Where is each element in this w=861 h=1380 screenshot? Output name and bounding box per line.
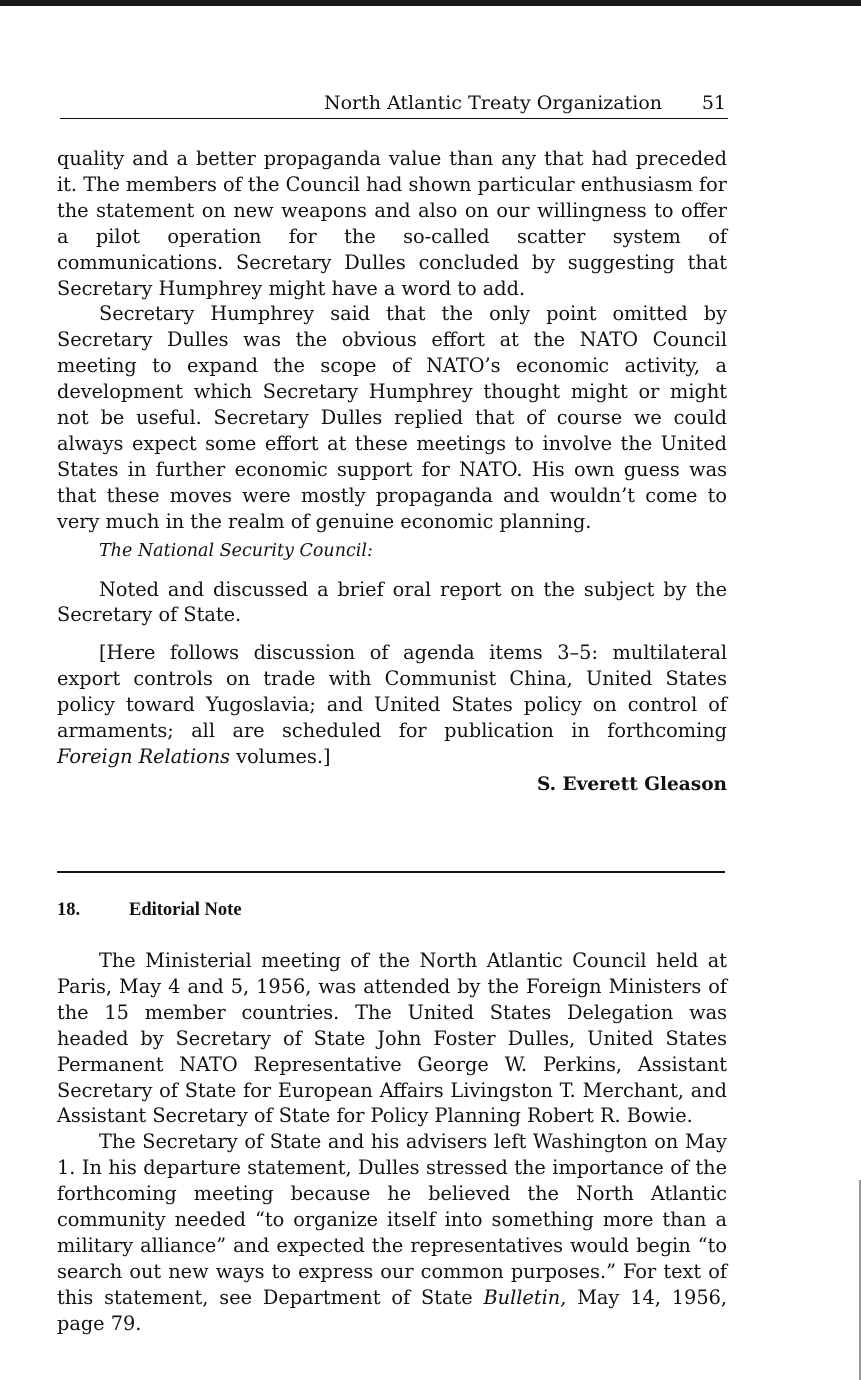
bracket-note-italic: Foreign Relations [57,744,231,768]
section-number: 18. [57,900,81,920]
section-paragraph-2-text: The Secretary of State and his advisers left Washington on May 1. In his departure statement, Dulles stressed the importance of the forthcoming meeting because he believed the North Atlantic community needed “to organize itself into something more than a military alliance” and expected the representatives would begin “to search out new ways to express our common purposes.” For text of this statement, see Department of State [57,1130,727,1309]
signature: S. Everett Gleason [536,773,727,795]
bracket-note-end: volumes.] [230,744,331,768]
document-body [57,146,727,798]
bracket-note-text: [Here follows discussion of agenda items 3–5: multilateral export controls on trade with Communist China, United States policy toward Yugoslavia; and United States policy on control of armaments; all are scheduled for publication in forthcoming [57,641,727,743]
section-paragraph-1: The Ministerial meeting of the North Atlantic Council held at Paris, May 4 and 5, 1956, was attended by the Foreign Ministers of the 15 member countries. The United States Delegation was headed by Secretary of State John Foster Dulles, United States Permanent NATO Representative George W. Perkins, Assistant Secretary of State for European Affairs Livingston T. Merchant, and Assistant Secretary of State for Policy Planning Robert R. Bowie. [57,949,727,1128]
running-header [60,90,728,119]
paragraph-continued: quality and a better propaganda value than any that had preceded it. The members of the Council had shown particular enthusiasm for the statement on new weapons and also on our willingness to offer a pilot operation for the so-called scatter system of communications. Secretary Dulles concluded by suggesting that Secretary Humphrey might have a word to add. [57,147,727,300]
page-number: 51 [701,92,726,114]
bulletin-italic: Bulletin, [483,1285,567,1309]
section-paragraph-2-end: May 14, 1956, page 79. [57,1285,727,1335]
section-heading [57,900,242,921]
council-label: The National Security Council: [99,540,373,561]
section-divider [57,871,725,873]
noted-paragraph: Noted and discussed a brief oral report on the subject by the Secretary of State. [57,577,727,627]
section-paragraph-2 [57,1129,727,1336]
paragraph-humphrey: Secretary Humphrey said that the only point omitted by Secretary Dulles was the obvious effort at the NATO Council meeting to expand the scope of NATO’s economic activity, a development which Secretary Humphrey thought might or might not be useful. Secretary Dulles replied that of course we could always expect some effort at these meetings to involve the United States in further economic support for NATO. His own guess was that these moves were mostly propaganda and wouldn’t come to very much in the realm of genuine economic planning. [57,302,727,533]
header-title: North Atlantic Treaty Organization [323,92,662,114]
scan-top-edge [0,0,861,6]
section-title: Editorial Note [129,900,242,920]
bracket-note [57,640,727,770]
section-body [57,948,727,1337]
